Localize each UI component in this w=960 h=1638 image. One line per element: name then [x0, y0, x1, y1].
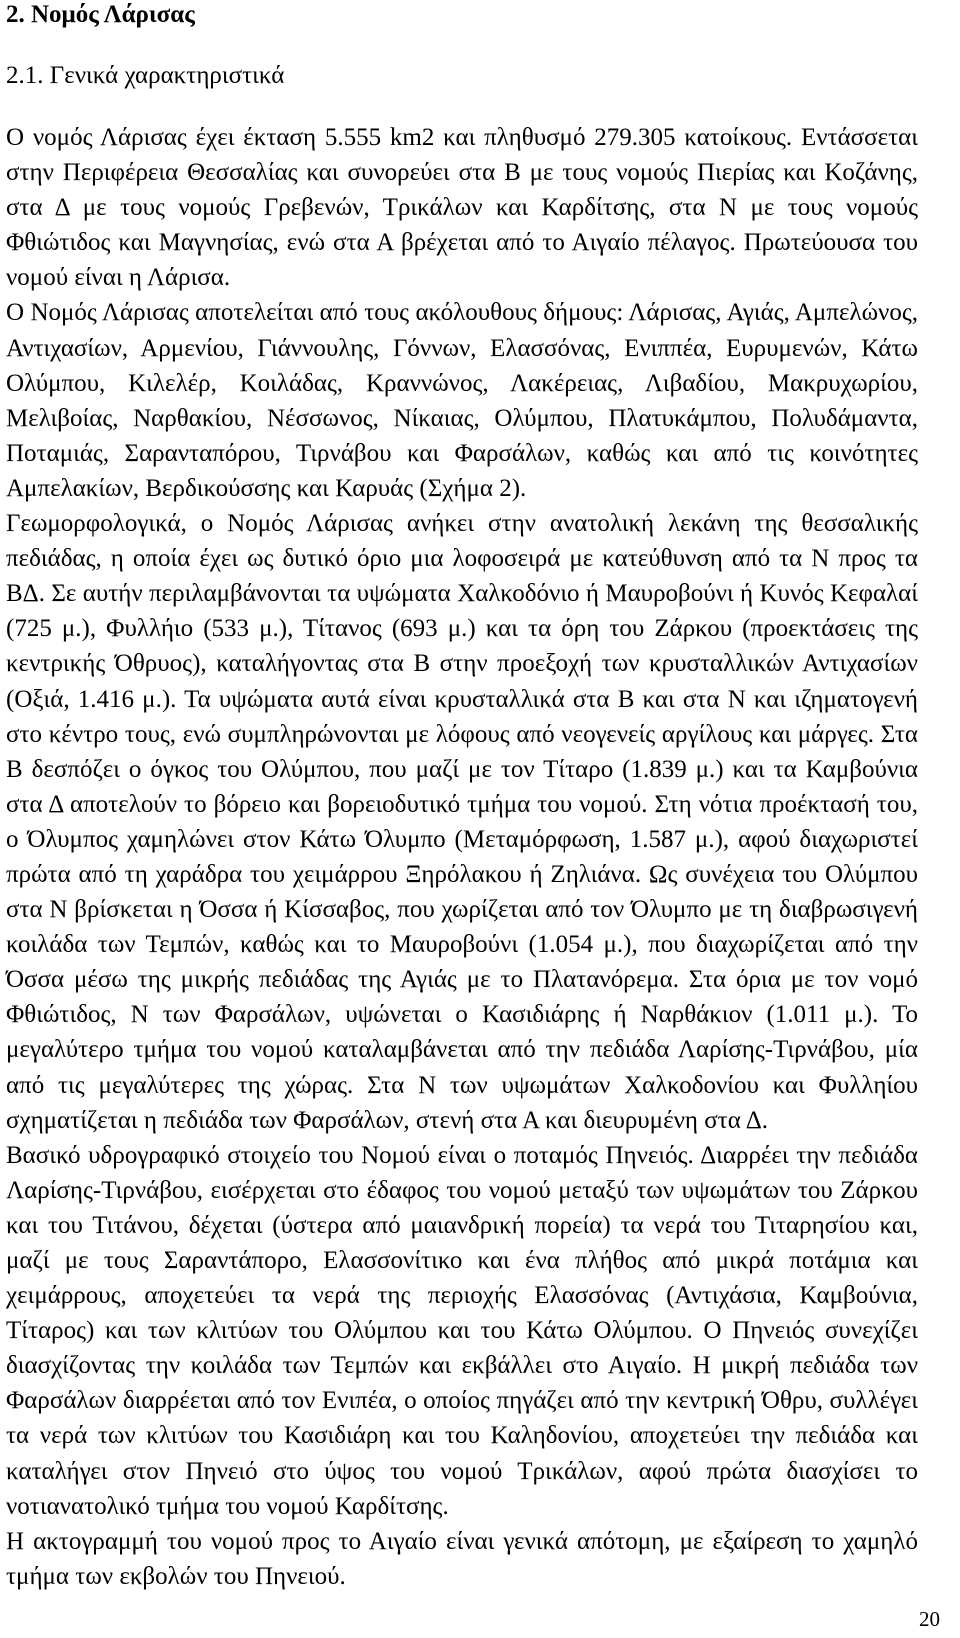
paragraph-overview: Ο νομός Λάρισας έχει έκταση 5.555 km2 και πληθυσμό 279.305 κατοίκους. Εντάσσεται στην Περιφέρεια Θεσσαλίας και συνορεύει στα Β με τους νομούς Πιερίας και Κοζάνης, στα Δ με τους νομούς Γρεβενών, Τρικάλων και Καρδίτσης, στα Ν με τους νομούς Φθιώτιδος και Μαγνησίας, ενώ στα Α βρέχεται από το Αιγαίο πέλαγος. Πρωτεύουσα του νομού είναι η Λάρισα.	[6, 124, 918, 292]
paragraph-coastline: Η ακτογραμμή του νομού προς το Αιγαίο είναι γενικά απότομη, με εξαίρεση το χαμηλό τμήμα των εκβολών του Πηνειού.	[6, 1527, 918, 1590]
paragraph-hydrography: Βασικό υδρογραφικό στοιχείο του Νομού είναι ο ποταμός Πηνειός. Διαρρέει την πεδιάδα Λαρίσης-Τιρνάβου, εισέρχεται στο έδαφος του νομού μεταξύ των υψωμάτων του Ζάρκου και του Τιτάνου, δέχεται (ύστερα από μαιανδρική πορεία) τα νερά του Τιταρησίου και, μαζί με τους Σαραντάπορο, Ελασσονίτικο και ένα πλήθος από μικρά ποτάμια και χειμάρρους, αποχετεύει τα νερά της περιοχής Ελασσόνας (Αντιχάσια, Καμβούνια, Τίταρος) και των κλιτύων του Ολύμπου και του Κάτω Ολύμπου. Ο Πηνειός συνεχίζει διασχίζοντας την κοιλάδα των Τεμπών και εκβάλλει στο Αιγαίο. Η μικρή πεδιάδα των Φαρσάλων διαρρέεται από τον Ενιπέα, ο οποίος πηγάζει από την κεντρική Όθρυ, συλλέγει τα νερά των κλιτύων του Κασιδιάρη και του Καληδονίου, αποχετεύει την πεδιάδα και καταλήγει στον Πηνειό στο ύψος του νομού Τρικάλων, αφού πρώτα διασχίσει το νοτιανατολικό τμήμα του νομού Καρδίτσης.	[6, 1141, 918, 1520]
paragraph-geomorphology: Γεωμορφολογικά, ο Νομός Λάρισας ανήκει στην ανατολική λεκάνη της θεσσαλικής πεδιάδας, η οποία έχει ως δυτικό όριο μια λοφοσειρά με κατεύθυνση από τα Ν προς τα ΒΔ. Σε αυτήν περιλαμβάνονται τα υψώματα Χαλκοδόνιο ή Μαυροβούνι ή Κυνός Κεφαλαί (725 μ.), Φυλλήιο (533 μ.), Τίτανος (693 μ.) και τα όρη του Ζάρκου (προεκτάσεις της κεντρικής Όθρυος), καταλήγοντας στα Β στην προεξοχή των κρυσταλλικών Αντιχασίων (Οξιά, 1.416 μ.). Τα υψώματα αυτά είναι κρυσταλλικά στα Β και στα Ν και ιζηματογενή στο κέντρο τους, ενώ συμπληρώνονται με λόφους από νεογενείς αργίλους και μάργες. Στα Β δεσπόζει ο όγκος του Ολύμπου, που μαζί με τον Τίταρο (1.839 μ.) και τα Καμβούνια στα Δ αποτελούν το βόρειο και βορειοδυτικό τμήμα του νομού. Στη νότια προέκτασή του, ο Όλυμπος χαμηλώνει στον Κάτω Όλυμπο (Μεταμόρφωση, 1.587 μ.), αφού διαχωριστεί πρώτα από τη χαράδρα του χειμάρρου Ξηρόλακου ή Ζηλιάνα. Ως συνέχεια του Ολύμπου στα Ν βρίσκεται η Όσσα ή Κίσσαβος, που χωρίζεται από τον Όλυμπο με τη διαβρωσιγενή κοιλάδα των Τεμπών, καθώς και το Μαυροβούνι (1.054 μ.), που διαχωρίζεται από την Όσσα μέσω της μικρής πεδιάδας της Αγιάς με το Πλατανόρεμα. Στα όρια με τον νομό Φθιώτιδος, Ν των Φαρσάλων, υψώνεται ο Κασιδιάρης ή Ναρθάκιον (1.011 μ.). Το μεγαλύτερο τμήμα του νομού καταλαμβάνεται από την πεδιάδα Λαρίσης-Τιρνάβου, μία από τις μεγαλύτερες της χώρας. Στα Ν των υψωμάτων Χαλκοδονίου και Φυλληίου σχηματίζεται η πεδιάδα των Φαρσάλων, στενή στα Α και διευρυμένη στα Δ.	[6, 510, 918, 1134]
body-text	[6, 120, 918, 1594]
paragraph-municipalities: Ο Νομός Λάρισας αποτελείται από τους ακόλουθους δήμους: Λάρισας, Αγιάς, Αμπελώνος, Αντιχασίων, Αρμενίου, Γιάννουλης, Γόννων, Ελασσόνας, Ενιππέα, Ευρυμενών, Κάτω Ολύμπου, Κιλελέρ, Κοιλάδας, Κραννώνος, Λακέρειας, Λιβαδίου, Μακρυχωρίου, Μελιβοίας, Ναρθακίου, Νέσσωνος, Νίκαιας, Ολύμπου, Πλατυκάμπου, Πολυδάμαντα, Ποταμιάς, Σαρανταπόρου, Τιρνάβου και Φαρσάλων, καθώς και από τις κοινότητες Αμπελακίων, Βερδικούσσης και Καρυάς (Σχήμα 2).	[6, 299, 918, 502]
page-number: 20	[919, 1607, 940, 1631]
section-heading: 2. Νομός Λάρισας	[6, 1, 195, 28]
subsection-heading: 2.1. Γενικά χαρακτηριστικά	[6, 62, 285, 89]
